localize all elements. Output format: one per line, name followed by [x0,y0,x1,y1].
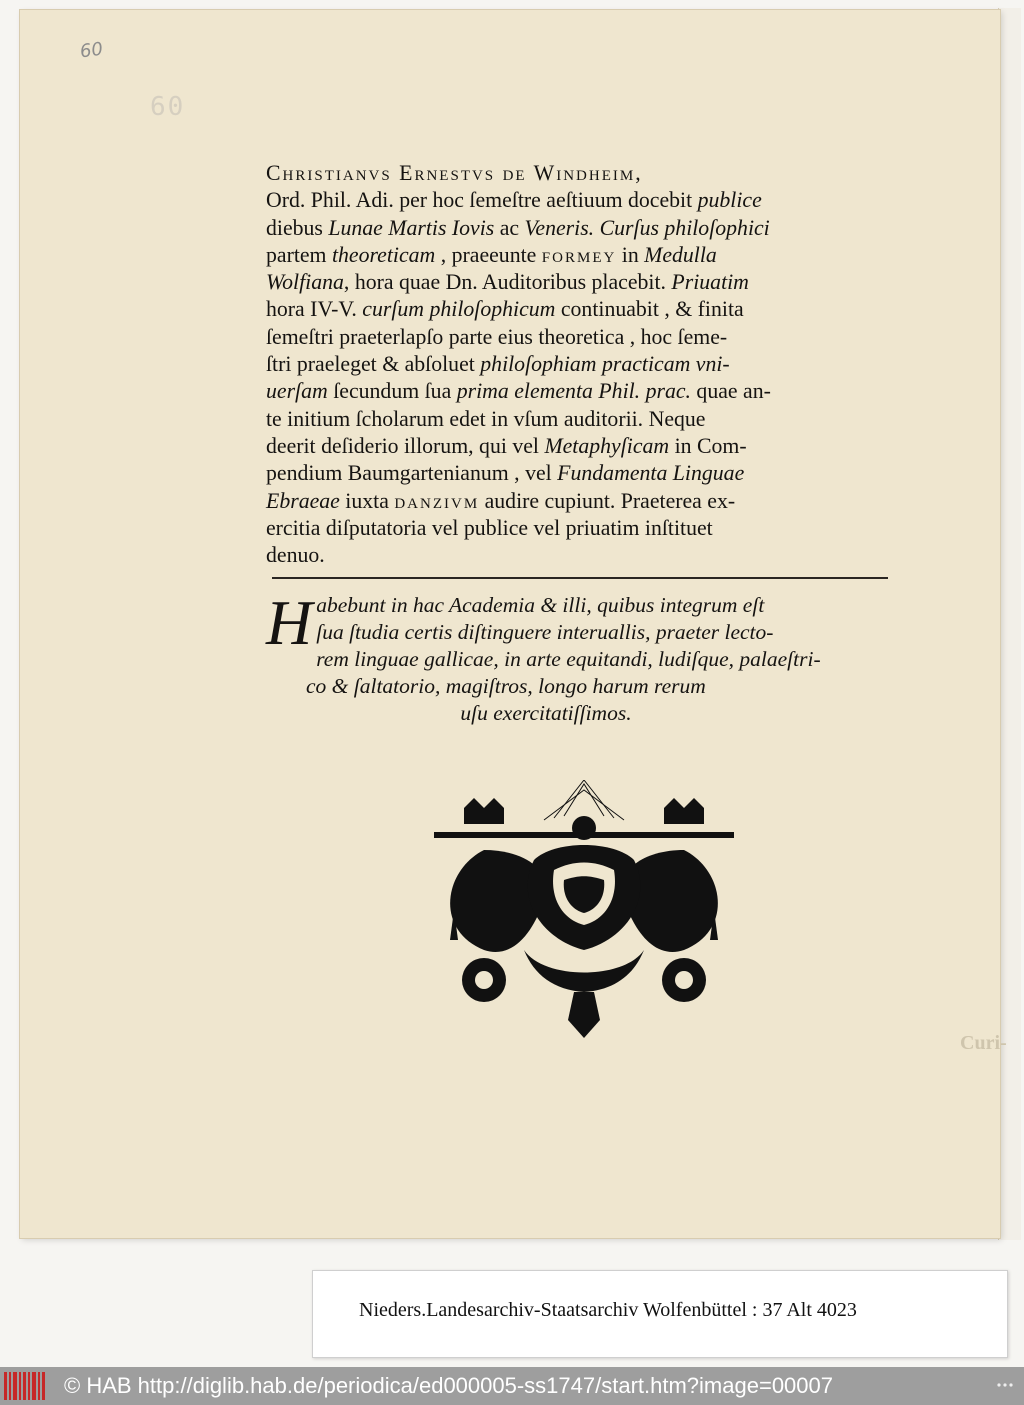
notice-line: abebunt in hac Academia & illi, quibus integrum eſt [316,593,765,617]
archive-signature: Nieders.Landesarchiv-Staatsarchiv Wolfenbüttel : 37 Alt 4023 [359,1299,857,1321]
drop-cap: H [266,587,313,658]
bleed-through-mark: 60 [150,92,186,122]
footer-bar [0,1367,1024,1405]
main-paragraph [266,160,890,569]
text-line: hora IV-V. curſum philoſophicum continuabit , & finita [266,297,744,322]
barcode-icon [4,1372,48,1400]
notice-line: rem linguae gallicae, in arte equitandi, ludiſque, palaeſtri- [316,647,821,671]
text-line: ſemeſtri praeterlapſo parte eius theoretica , hoc ſeme- [266,324,728,349]
text-line: ercitia diſputatoria vel publice vel priuatim inſtituet [266,515,713,540]
text-line: deerit deſiderio illorum, qui vel Metaphyſicam in Com- [266,433,747,458]
text-line: pendium Baumgartenianum , vel Fundamenta Linguae [266,461,745,486]
notice-line: ſua ſtudia certis diſtinguere interuallis, praeter lecto- [316,620,774,644]
notice-line: uſu exercitatiſſimos. [460,701,632,725]
more-dots-icon [996,1381,1014,1389]
text-line: Ebraeae iuxta danzivm audire cupiunt. Praeterea ex- [266,488,736,513]
handwritten-note: 60 [78,38,105,63]
text-line: Ord. Phil. Adi. per hoc ſemeſtre aeſtiuum docebit publice [266,188,762,213]
text-line: diebus Lunae Martis Iovis ac Veneris. Curſus philoſophici [266,215,770,240]
text-line: uerſam ſecundum ſua prima elementa Phil. prac. quae an- [266,379,771,404]
academy-notice [266,587,896,727]
printers-ornament [424,780,744,1040]
text-line: partem theoreticam , praeeunte formey in Medulla [266,242,717,267]
text-line: ſtri praeleget & abſoluet philoſophiam practicam vni- [266,352,730,377]
text-line: Wolfiana, hora quae Dn. Auditoribus placebit. Priuatim [266,270,749,295]
text-line: denuo. [266,543,325,568]
notice-line: co & ſaltatorio, magiſtros, longo harum rerum [306,674,706,698]
author-heading: Christianvs Ernestvs de Windheim, [266,161,643,185]
horizontal-rule [272,577,888,579]
footer-url: © HAB http://diglib.hab.de/periodica/ed000005-ss1747/start.htm?image=00007 [64,1373,833,1398]
text-line: te initium ſcholarum edet in vſum auditorii. Neque [266,406,706,431]
archive-label [312,1270,1008,1358]
page-edge [998,8,1021,1240]
bleed-catchword: Curi- [960,1032,1007,1054]
